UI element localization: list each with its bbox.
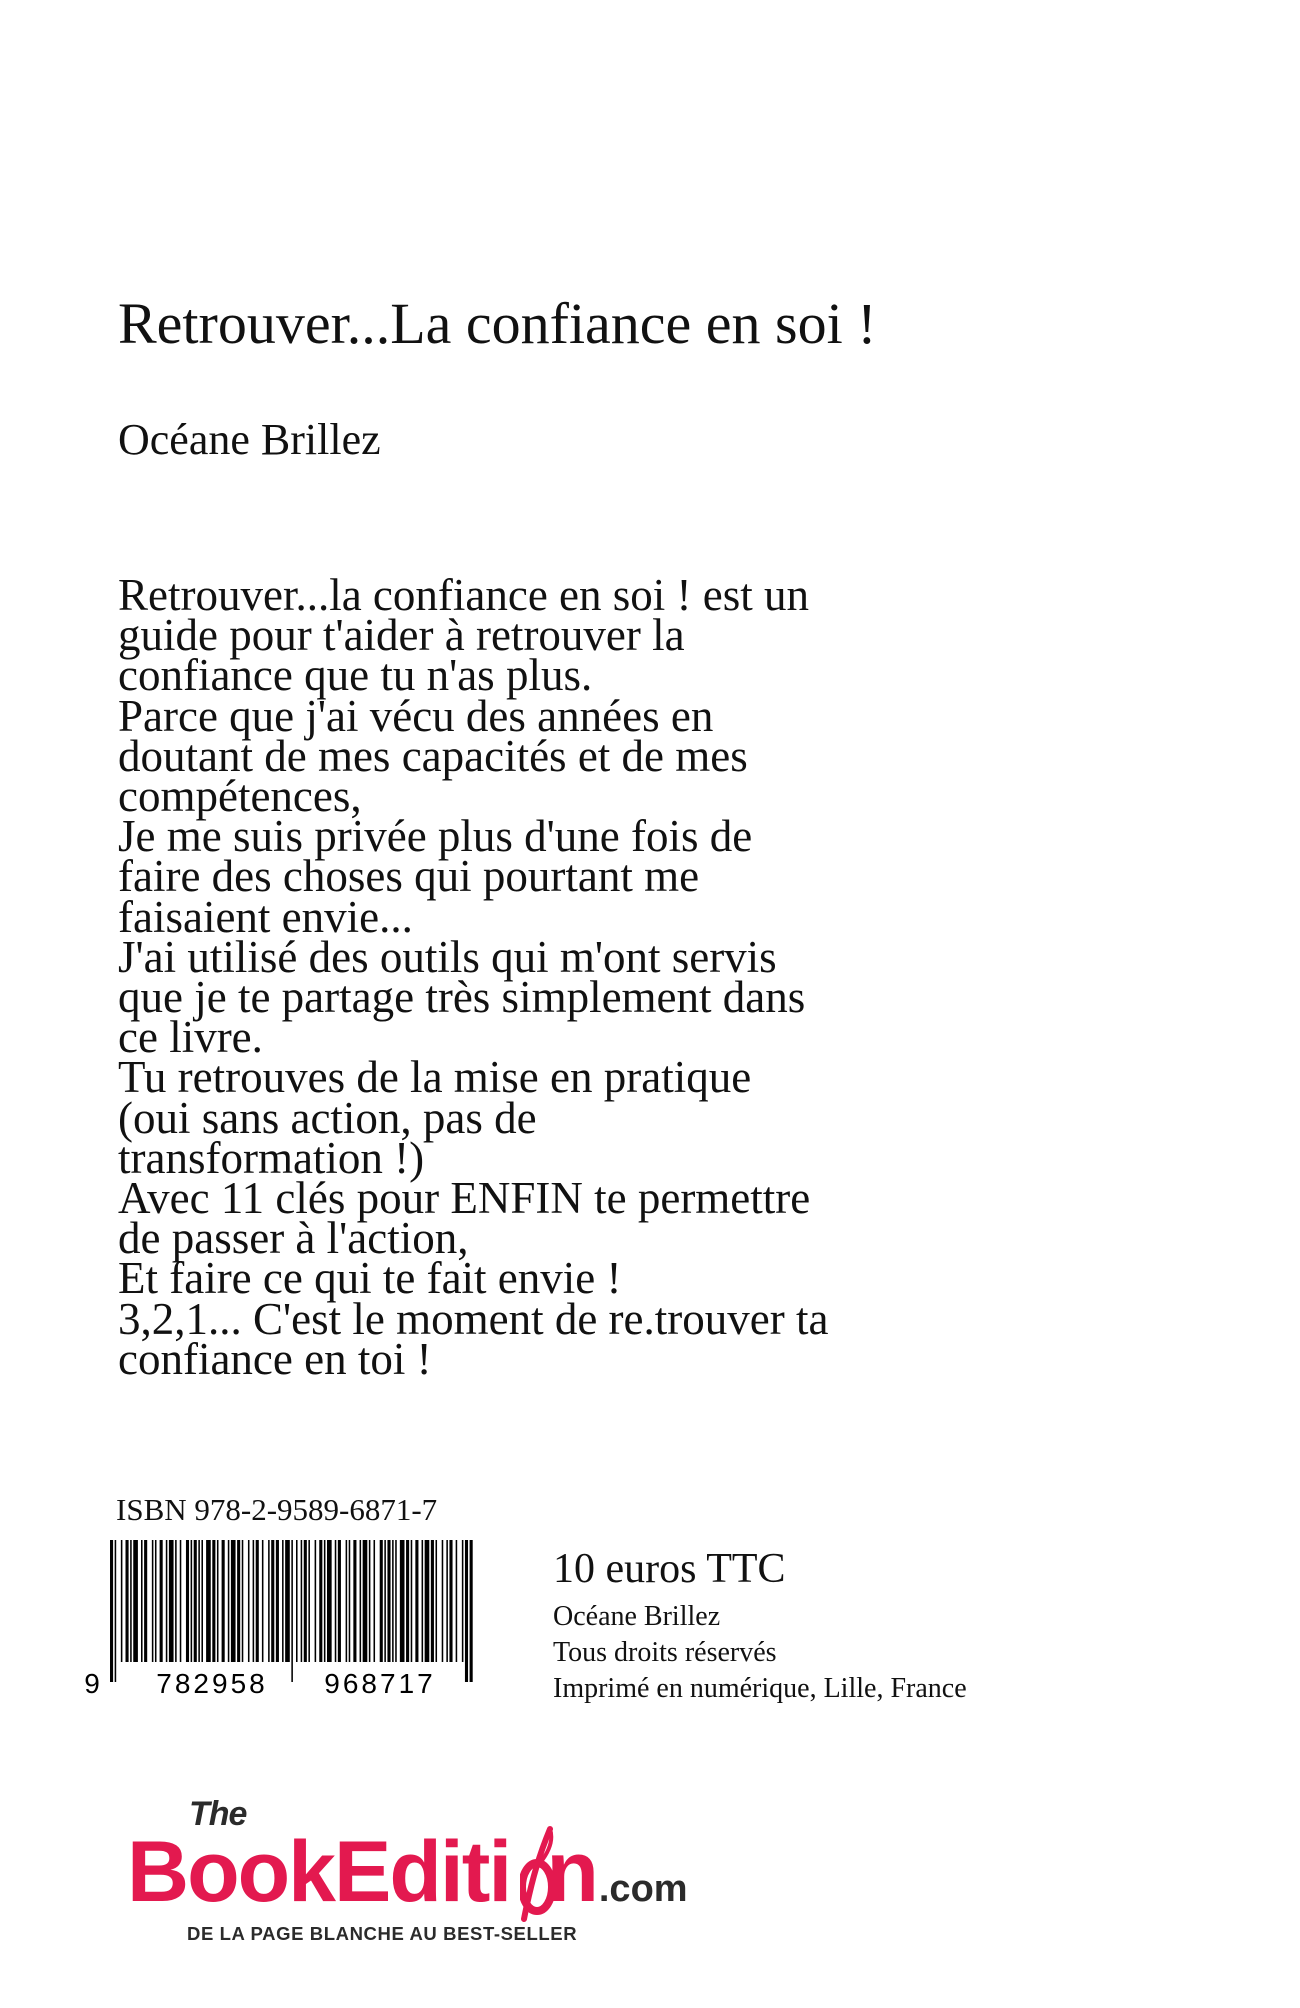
barcode-graphic xyxy=(74,1540,494,1700)
barcode-bar xyxy=(338,1540,341,1662)
barcode-bar xyxy=(304,1540,307,1662)
barcode-bar xyxy=(180,1540,182,1662)
barcode-bar xyxy=(442,1540,444,1662)
book-author: Océane Brillez xyxy=(118,415,381,464)
barcode-bar xyxy=(115,1540,117,1682)
barcode-bar xyxy=(256,1540,259,1662)
barcode-bar xyxy=(175,1540,177,1662)
barcode-bar xyxy=(406,1540,409,1662)
barcode-bar xyxy=(126,1540,129,1662)
description-line: transformation !) xyxy=(118,1132,425,1183)
imprint-block xyxy=(553,1547,967,1707)
description-line: ce livre. xyxy=(118,1012,263,1063)
description-line: guide pour t'aider à retrouver la xyxy=(118,610,685,661)
barcode-bar xyxy=(271,1540,274,1662)
logo-com-text: .com xyxy=(598,1868,688,1910)
barcode-bar xyxy=(400,1540,405,1662)
isbn-label: ISBN 978-2-9589-6871-7 xyxy=(116,1492,438,1527)
barcode-bar xyxy=(237,1540,240,1662)
barcode-bar xyxy=(253,1540,255,1662)
barcode-bar xyxy=(248,1540,250,1662)
description-line: que je te partage très simplement dans xyxy=(118,972,806,1023)
book-description xyxy=(118,570,958,1384)
barcode-bar xyxy=(395,1540,397,1662)
barcode-bar xyxy=(363,1540,368,1662)
description-line: compétences, xyxy=(118,771,362,822)
price-label: 10 euros TTC xyxy=(553,1546,786,1592)
barcode-bar xyxy=(422,1540,424,1662)
barcode-bar xyxy=(130,1540,132,1662)
description-line: de passer à l'action, xyxy=(118,1213,469,1264)
barcode-bar xyxy=(133,1540,138,1662)
barcode-bar xyxy=(141,1540,143,1662)
isbn-barcode xyxy=(74,1540,494,1700)
barcode-bar xyxy=(291,1540,293,1682)
barcode-right-digits: 968717 xyxy=(324,1668,436,1699)
barcode-bar xyxy=(392,1540,394,1662)
barcode-bar xyxy=(262,1540,264,1662)
barcode-bar xyxy=(222,1540,225,1662)
barcode-bar xyxy=(201,1540,203,1662)
description-line: confiance que tu n'as plus. xyxy=(118,650,593,701)
barcode-bar xyxy=(387,1540,390,1662)
logo-bookedition-text: BookEditi xyxy=(127,1824,511,1920)
barcode-bar xyxy=(282,1540,284,1662)
description-line: faisaient envie... xyxy=(118,891,413,942)
barcode-bar xyxy=(160,1540,163,1662)
barcode-bar xyxy=(425,1540,430,1662)
barcode-bar xyxy=(449,1540,452,1662)
description-line: Et faire ce qui te fait envie ! xyxy=(118,1253,622,1304)
barcode-bar xyxy=(231,1540,236,1662)
barcode-bar xyxy=(380,1540,383,1662)
barcode-bar xyxy=(308,1540,310,1662)
logo-n-text: n xyxy=(546,1824,597,1920)
publisher-logo xyxy=(127,1795,707,1944)
barcode-bar xyxy=(349,1540,351,1662)
barcode-bar xyxy=(276,1540,279,1662)
barcode-left-digits: 782958 xyxy=(156,1668,268,1699)
barcode-bar xyxy=(324,1540,326,1662)
description-line: confiance en toi ! xyxy=(118,1333,432,1384)
barcode-bar xyxy=(217,1540,219,1662)
barcode-bar xyxy=(194,1540,197,1662)
barcode-bar xyxy=(465,1540,468,1682)
barcode-bar xyxy=(212,1540,215,1662)
description-line: Retrouver...la confiance en soi ! est un xyxy=(118,570,810,620)
book-title: Retrouver...La confiance en soi ! xyxy=(118,291,877,356)
imprint-printed: Imprimé en numérique, Lille, France xyxy=(553,1673,967,1705)
barcode-bar xyxy=(206,1540,211,1662)
barcode-bar xyxy=(360,1540,362,1662)
description-line: Tu retrouves de la mise en pratique xyxy=(118,1052,752,1103)
barcode-bar xyxy=(415,1540,418,1662)
barcode-bar xyxy=(110,1540,113,1682)
barcode-bar xyxy=(436,1540,438,1662)
barcode-bar xyxy=(169,1540,174,1662)
barcode-bar xyxy=(327,1540,332,1662)
description-line: Je me suis privée plus d'une fois de xyxy=(118,811,753,862)
barcode-bar xyxy=(384,1540,386,1662)
barcode-bar xyxy=(186,1540,189,1662)
imprint-author: Océane Brillez xyxy=(553,1601,721,1633)
barcode-bar xyxy=(446,1540,448,1662)
quill-icon xyxy=(520,1823,554,1923)
barcode-bar xyxy=(315,1540,317,1662)
imprint-rights: Tous droits réservés xyxy=(553,1637,777,1669)
barcode-bar xyxy=(374,1540,376,1662)
barcode-bar xyxy=(191,1540,193,1662)
barcode-bar xyxy=(268,1540,270,1662)
barcode-bar xyxy=(431,1540,434,1662)
barcode-bar xyxy=(155,1540,157,1662)
barcode-bar xyxy=(462,1540,464,1662)
barcode-bar xyxy=(346,1540,348,1662)
barcode-bar xyxy=(319,1540,322,1662)
barcode-bar xyxy=(411,1540,413,1662)
description-line: doutant de mes capacités et de mes xyxy=(118,730,748,781)
barcode-bar xyxy=(228,1540,230,1662)
barcode-first-digit: 9 xyxy=(84,1668,100,1699)
barcode-bar xyxy=(144,1540,147,1662)
barcode-bar xyxy=(335,1540,337,1662)
barcode-bar xyxy=(353,1540,356,1662)
barcode-bar xyxy=(301,1540,303,1662)
barcode-bar xyxy=(285,1540,290,1662)
barcode-bar xyxy=(456,1540,458,1662)
barcode-bar xyxy=(198,1540,200,1662)
barcode-bar xyxy=(242,1540,244,1662)
description-line: J'ai utilisé des outils qui m'ont servis xyxy=(118,931,777,982)
description-line: Avec 11 clés pour ENFIN te permettre xyxy=(118,1173,811,1224)
barcode-bar xyxy=(152,1540,154,1662)
description-line: 3,2,1... C'est le moment de re.trouver ta xyxy=(118,1293,829,1344)
logo-the-text: The xyxy=(189,1795,247,1833)
description-line: faire des choses qui pourtant me xyxy=(118,851,700,902)
logo-tagline: DE LA PAGE BLANCHE AU BEST-SELLER xyxy=(187,1923,578,1944)
description-line: Parce que j'ai vécu des années en xyxy=(118,690,714,741)
barcode-bar xyxy=(369,1540,371,1662)
barcode-bar xyxy=(121,1540,123,1662)
barcode-bar xyxy=(166,1540,168,1662)
barcode-bar xyxy=(296,1540,298,1662)
description-line: (oui sans action, pas de xyxy=(118,1092,537,1143)
barcode-bar xyxy=(470,1540,473,1682)
logo-wordmark xyxy=(127,1824,688,1920)
